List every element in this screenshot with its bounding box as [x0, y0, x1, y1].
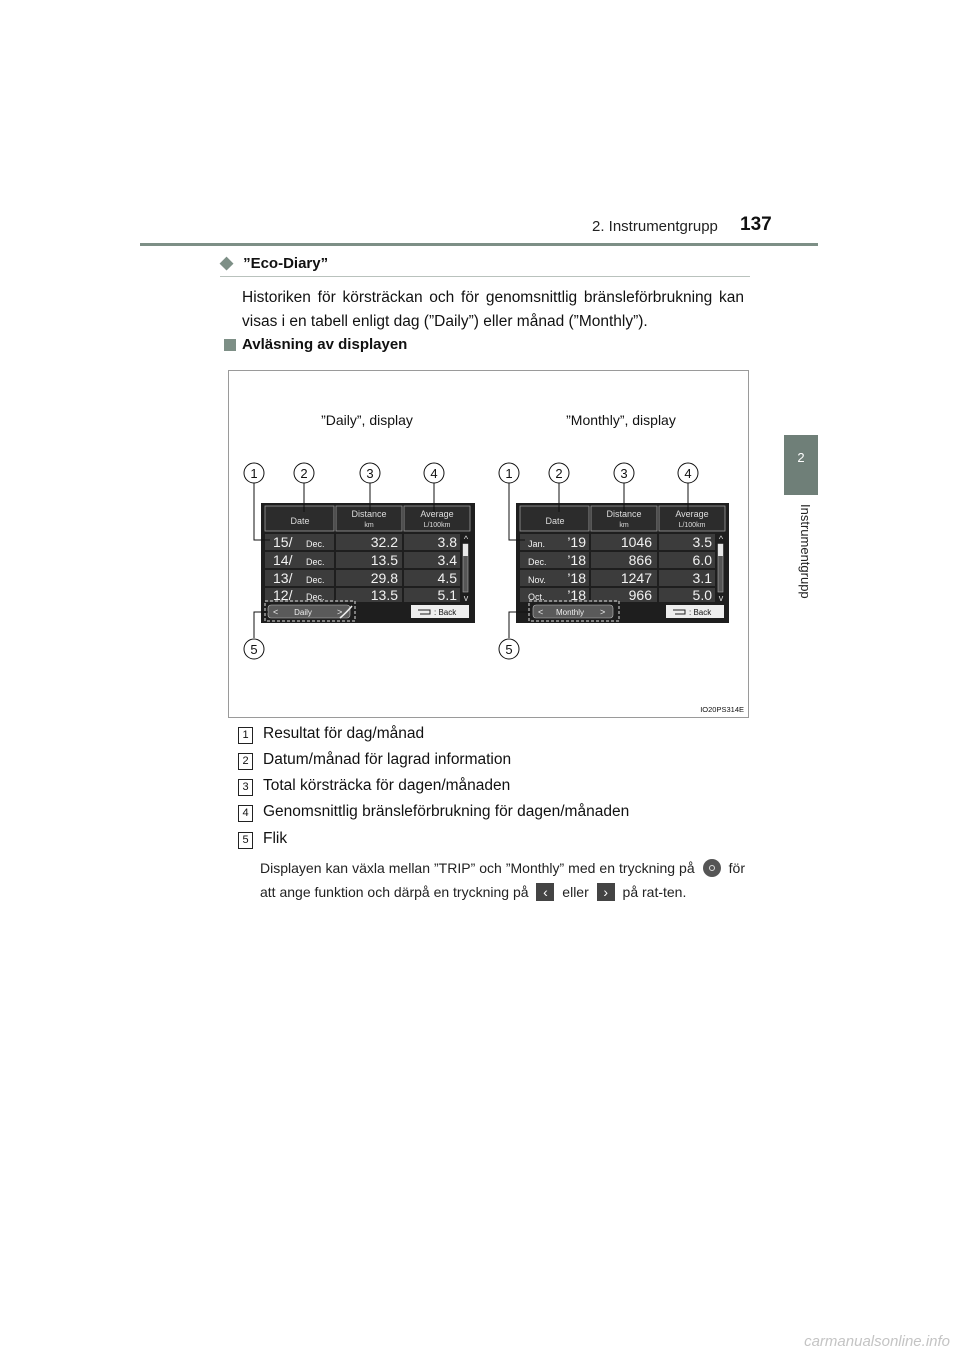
section-rule [220, 276, 750, 277]
watermark: carmanualsonline.info [804, 1333, 950, 1350]
figure-code: IO20PS314E [700, 705, 744, 714]
monthly-tab[interactable] [533, 605, 613, 618]
header-section-title: 2. Instrumentgrupp [592, 218, 718, 235]
monthly-caption: ”Monthly”, display [566, 412, 676, 428]
legend-number: 1 [238, 727, 253, 744]
diamond-bullet-icon: ◆ [220, 253, 234, 272]
legend-number: 5 [238, 832, 253, 849]
monthly-row-1-distance: 1046 [620, 534, 652, 550]
daily-scrollbar[interactable] [463, 534, 469, 603]
intro-paragraph: Historiken för körsträckan och för genomsnittlig bränsleförbrukning kan visas i en tabell enligt dag (”Daily”) eller månad (”Monthly”). [242, 289, 744, 330]
monthly-header-distance-unit: km [619, 522, 629, 529]
legend-text: Total körsträcka för dagen/månaden [263, 777, 511, 794]
legend-text: Resultat för dag/månad [263, 725, 425, 742]
note-paragraph [260, 856, 745, 904]
daily-header-distance-unit: km [364, 522, 374, 529]
legend-item [238, 803, 629, 822]
dial-button-icon [703, 859, 721, 877]
daily-row-1-average: 3.8 [437, 534, 457, 550]
daily-row-2-average: 3.4 [437, 552, 457, 568]
daily-back-label: : Back [434, 608, 457, 617]
daily-row-2-month: Dec. [306, 557, 325, 567]
daily-row-1-date: 15/ [273, 534, 293, 550]
monthly-row-3-year: ’18 [567, 570, 586, 586]
chevron-left-icon: < [538, 607, 544, 617]
monthly-screen [516, 503, 729, 623]
monthly-row-4-month: Oct. [528, 592, 545, 602]
daily-header-date: Date [290, 516, 310, 526]
monthly-row-3-average: 3.1 [692, 570, 712, 586]
daily-row-3-date: 13/ [273, 570, 293, 586]
daily-caption: ”Daily”, display [321, 412, 413, 428]
section-title [220, 253, 328, 273]
legend-item [238, 777, 510, 796]
monthly-row-3-month: Nov. [528, 575, 546, 585]
monthly-row-1-year: ’19 [567, 534, 586, 550]
monthly-header-average: Average [675, 509, 709, 519]
svg-text:^: ^ [463, 534, 469, 544]
daily-header-distance: Distance [351, 509, 387, 519]
daily-tab[interactable] [268, 605, 352, 618]
callout-3: 3 [620, 466, 628, 481]
callout-3: 3 [366, 466, 374, 481]
legend-number: 2 [238, 753, 253, 770]
note-text-1: Displayen kan växla mellan ”TRIP” och ”Monthly” med en tryckning på [260, 860, 695, 876]
note-text-4: på rat-ten. [622, 884, 687, 900]
callout-2: 2 [300, 466, 308, 481]
monthly-row-4-average: 5.0 [692, 587, 712, 603]
monthly-scrollbar[interactable] [718, 534, 724, 603]
callout-4: 4 [430, 466, 438, 481]
legend-text: Datum/månad för lagrad information [263, 751, 512, 768]
monthly-row-2-month: Dec. [528, 557, 547, 567]
monthly-row-3 [520, 570, 715, 586]
monthly-back-button[interactable] [666, 605, 724, 618]
monthly-header-distance: Distance [606, 509, 642, 519]
callout-2: 2 [555, 466, 563, 481]
monthly-tab-label: Monthly [555, 608, 585, 617]
note-text-2: för att ange funktion och därpå en tryckning på [260, 860, 745, 900]
callout-4: 4 [684, 466, 692, 481]
daily-row-4-month: Dec. [306, 592, 325, 602]
daily-header-average-unit: L/100km [423, 522, 451, 529]
svg-text:v: v [463, 593, 469, 603]
chevron-right-icon: > [600, 607, 606, 617]
legend-text: Genomsnittlig bränsleförbrukning för dagen/månaden [263, 803, 630, 820]
subheading [224, 336, 407, 353]
monthly-row-2-average: 6.0 [692, 552, 712, 568]
square-bullet-icon [224, 339, 236, 351]
monthly-row-2 [520, 552, 715, 568]
daily-row-4 [265, 587, 460, 603]
chevron-right-icon: › [597, 883, 615, 901]
daily-row-4-distance: 13.5 [370, 587, 398, 603]
header-rule [140, 243, 818, 246]
monthly-row-3-distance: 1247 [620, 570, 652, 586]
monthly-row-2-year: ’18 [567, 552, 586, 568]
daily-row-2-date: 14/ [273, 552, 293, 568]
monthly-row-1-average: 3.5 [692, 534, 712, 550]
monthly-header-average-unit: L/100km [678, 522, 706, 529]
daily-row-2-distance: 13.5 [370, 552, 398, 568]
legend-item [238, 725, 424, 744]
monthly-header-date: Date [545, 516, 565, 526]
daily-screen [261, 503, 475, 623]
daily-row-1 [265, 534, 460, 550]
monthly-row-2-distance: 866 [628, 552, 652, 568]
daily-row-4-date: 12/ [273, 587, 293, 603]
legend-number: 3 [238, 779, 253, 796]
daily-row-2 [265, 552, 460, 568]
callout-5: 5 [250, 642, 258, 657]
side-tab-label: Instrumentgrupp [798, 504, 813, 599]
daily-row-3-month: Dec. [306, 575, 325, 585]
side-tab-number: 2 [784, 435, 818, 495]
legend-number: 4 [238, 805, 253, 822]
daily-tab-label: Daily [294, 608, 312, 617]
svg-text:v: v [718, 593, 724, 603]
chevron-right-icon: > [337, 607, 343, 617]
legend-item [238, 830, 287, 849]
daily-row-4-average: 5.1 [437, 587, 457, 603]
daily-back-button[interactable] [411, 605, 469, 618]
monthly-row-1-month: Jan. [528, 539, 546, 549]
chevron-left-icon: < [273, 607, 279, 617]
monthly-row-1 [520, 534, 715, 550]
section-title-text: ”Eco-Diary” [243, 254, 329, 272]
daily-row-1-month: Dec. [306, 539, 325, 549]
monthly-row-4-distance: 966 [628, 587, 652, 603]
eco-diary-figure [228, 370, 749, 718]
callout-5: 5 [505, 642, 513, 657]
daily-row-3-distance: 29.8 [370, 570, 398, 586]
callout-1: 1 [250, 466, 258, 481]
callout-1: 1 [505, 466, 513, 481]
daily-header-average: Average [420, 509, 454, 519]
daily-row-3 [265, 570, 460, 586]
monthly-back-label: : Back [689, 608, 712, 617]
note-text-3: eller [562, 884, 589, 900]
page-number: 137 [740, 214, 772, 235]
daily-row-1-distance: 32.2 [370, 534, 398, 550]
chevron-left-icon: ‹ [536, 883, 554, 901]
legend-text: Flik [263, 830, 288, 847]
legend-item [238, 751, 511, 770]
daily-row-3-average: 4.5 [437, 570, 457, 586]
subheading-text: Avläsning av displayen [242, 336, 408, 353]
monthly-row-4-year: ’18 [567, 587, 586, 603]
svg-text:^: ^ [718, 534, 724, 544]
